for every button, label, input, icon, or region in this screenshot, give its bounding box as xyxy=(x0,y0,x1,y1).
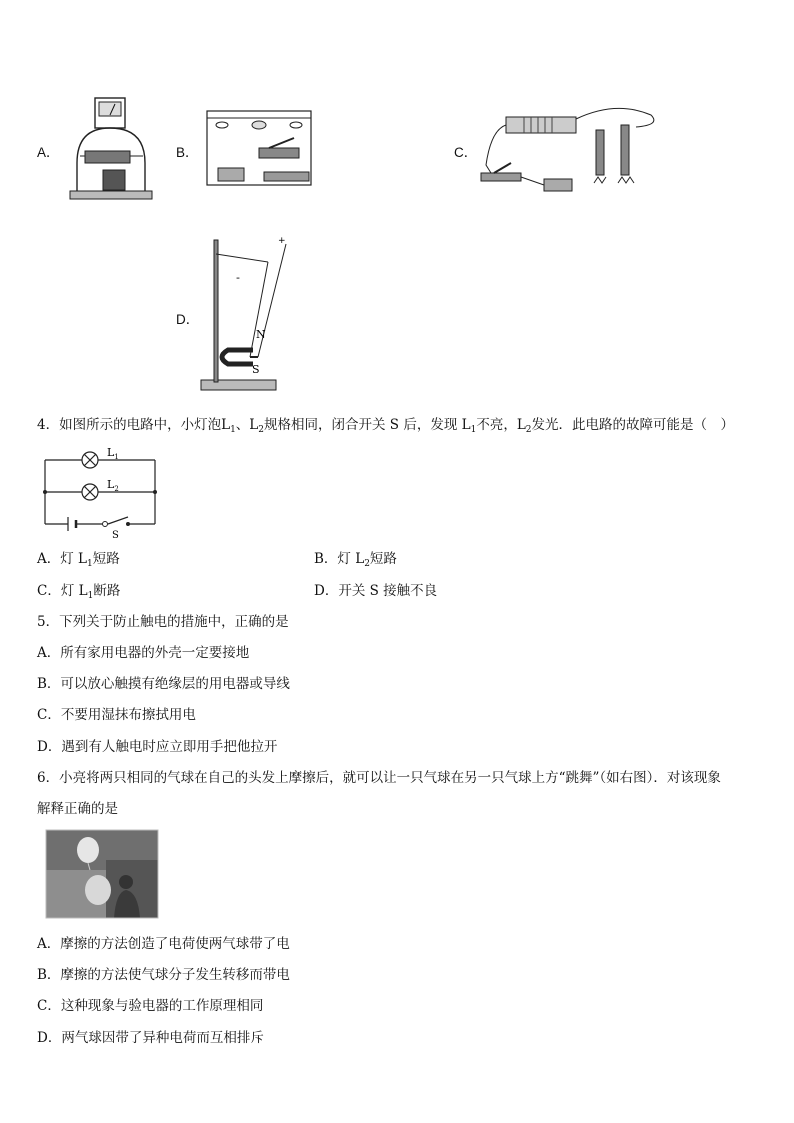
q5-option-d: D．遇到有人触电时应立即用手把他拉开 xyxy=(37,739,278,755)
q5-option-c: C．不要用湿抹布擦拭用电 xyxy=(37,707,196,723)
q3-figure-c xyxy=(476,105,666,200)
circuit-l2-label: L xyxy=(107,478,115,491)
q3-option-c-label: C． xyxy=(454,145,478,160)
svg-text:L2: $L_2$ xyxy=(107,478,119,493)
q5-stem: 5．下列关于防止触电的措施中，正确的是 xyxy=(37,614,289,630)
q4-stem: 4．如图所示的电路中，小灯泡$L_1$、$L_2$规格相同，闭合开关 S 后，发现 $L_1$不亮，$L_2$发光．此电路的故障可能是（ ） xyxy=(37,417,735,435)
q4-option-a: A．灯 $L_1$短路 xyxy=(37,551,120,569)
q4-option-d: D．开关 S 接触不良 xyxy=(314,583,438,599)
svg-text:L1: $L_1$ xyxy=(107,446,119,461)
q3-option-d-label: D． xyxy=(176,312,200,327)
q3-figure-b xyxy=(204,108,314,190)
q6-option-d: D．两气球因带了异种电荷而互相排斥 xyxy=(37,1030,264,1046)
q3-d-north: N xyxy=(256,328,266,341)
q4-circuit-diagram xyxy=(40,445,160,541)
circuit-switch-label: S xyxy=(112,530,119,541)
q6-option-a: A．摩擦的方法创造了电荷使两气球带了电 xyxy=(37,936,290,952)
q6-stem-line1: 6．小亮将两只相同的气球在自己的头发上摩擦后，就可以让一只气球在另一只气球上方“跳舞”（如右图）．对该现象 xyxy=(37,770,721,786)
q6-option-b: B．摩擦的方法使气球分子发生转移而带电 xyxy=(37,967,290,983)
q3-d-plus: + xyxy=(278,236,286,246)
q4-option-c: C．灯 $L_1$断路 xyxy=(37,583,121,601)
q3-figure-d xyxy=(198,232,308,397)
q5-option-a: A．所有家用电器的外壳一定要接地 xyxy=(37,645,250,661)
q5-option-b: B．可以放心触摸有绝缘层的用电器或导线 xyxy=(37,676,290,692)
q6-balloon-photo xyxy=(46,830,158,918)
q4-option-b: B．灯 $L_2$短路 xyxy=(314,551,397,569)
q6-stem-line2: 解释正确的是 xyxy=(37,801,118,817)
q6-option-c: C．这种现象与验电器的工作原理相同 xyxy=(37,998,264,1014)
q3-d-minus: - xyxy=(236,271,240,284)
q3-d-south: S xyxy=(252,363,260,376)
circuit-l1-label: L xyxy=(107,446,115,459)
q3-option-b-label: B． xyxy=(176,145,199,160)
q3-figure-a xyxy=(65,93,160,205)
q3-option-a-label: A． xyxy=(37,145,60,160)
